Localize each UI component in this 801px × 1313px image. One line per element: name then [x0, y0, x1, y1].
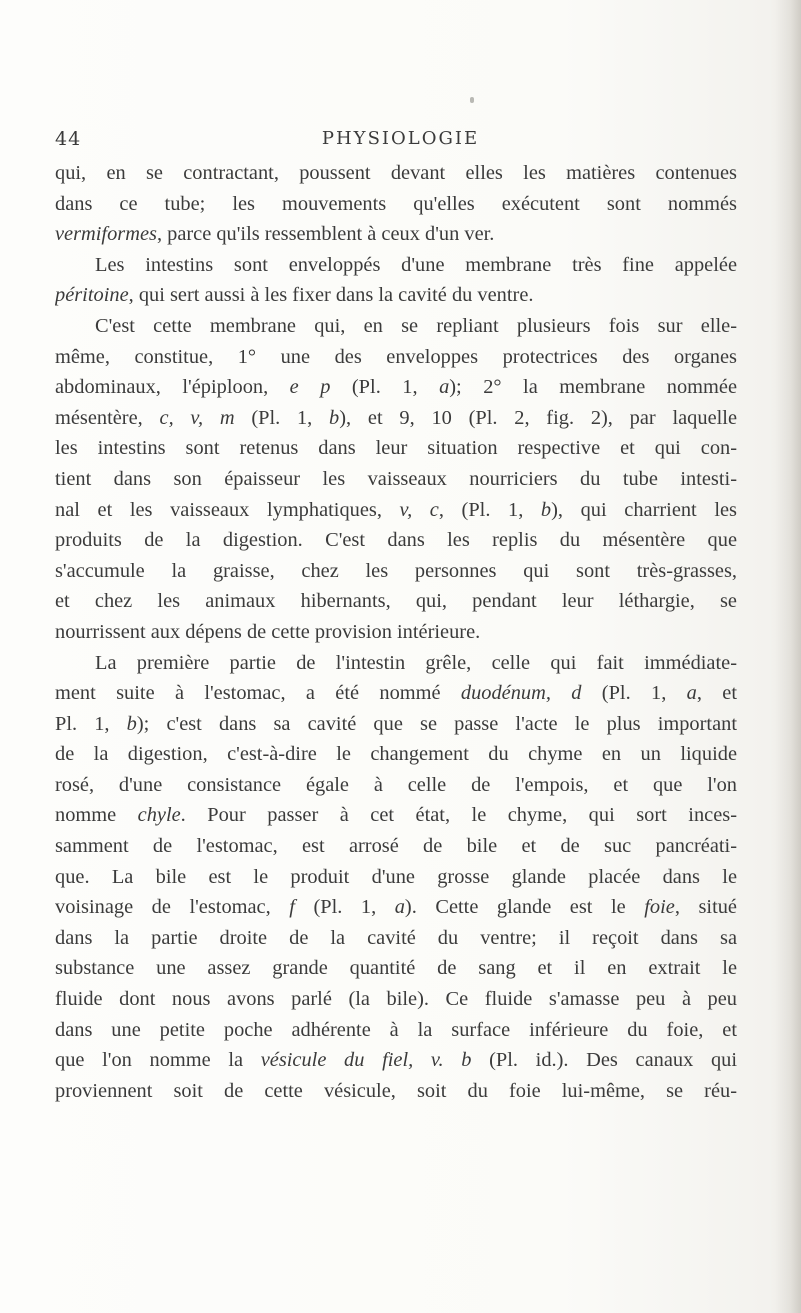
text-line: [55, 1076, 737, 1107]
text-run: ); c'est dans sa cavité que se passe l'acte le plus important: [136, 712, 737, 735]
text-line: [55, 495, 737, 526]
italic-text: f: [289, 896, 295, 919]
text-run: , et: [696, 682, 737, 705]
text-run: ), et 9, 10 (Pl. 2, fig. 2), par laquelle: [339, 406, 737, 429]
text-run: . Pour passer à cet état, le chyme, qui sort inces-: [180, 804, 737, 827]
text-run: même, constitue, 1° une des enveloppes protectrices des organes: [55, 345, 737, 368]
running-title: PHYSIOLOGIE: [321, 128, 480, 149]
text-line: [55, 250, 737, 281]
italic-text: e p: [289, 376, 331, 399]
text-run: Les intestins sont enveloppés d'une membrane très fine appelée: [95, 253, 737, 276]
italic-text: v, c: [399, 498, 439, 521]
page-number: 44: [55, 128, 82, 150]
text-run: qui, en se contractant, poussent devant elles les matières contenues: [55, 162, 737, 184]
italic-text: b: [540, 498, 552, 521]
text-run: de la digestion, c'est-à-dire le changement du chyme en un liquide: [55, 743, 737, 766]
text-run: produits de la digestion. C'est dans les replis du mésentère que: [55, 529, 737, 552]
text-run: les intestins sont retenus dans leur situation respective et qui con-: [55, 437, 737, 460]
body-text: [55, 158, 737, 1106]
text-run: rosé, d'une consistance égale à celle de l'empois, et que l'on: [55, 773, 737, 796]
text-line: [55, 892, 737, 923]
text-run: substance une assez grande quantité de sang et il en extrait le: [55, 957, 737, 980]
text-line: [55, 1015, 737, 1046]
text-line: [55, 556, 737, 587]
text-line: [55, 464, 737, 495]
text-line: [55, 984, 737, 1015]
text-line: [55, 1045, 737, 1076]
text-line: [55, 678, 737, 709]
text-run: abdominaux, l'épiploon,: [55, 376, 290, 399]
text-run: ), qui charrient les: [551, 498, 737, 521]
text-run: tient dans son épaisseur les vaisseaux nourriciers du tube intesti-: [55, 467, 737, 490]
text-run: nomme: [55, 804, 138, 827]
italic-text: duodénum, d: [460, 682, 582, 705]
text-run: , situé: [674, 896, 737, 919]
text-line: [55, 189, 737, 220]
text-line: [55, 525, 737, 556]
text-run: C'est cette membrane qui, en se repliant plusieurs fois sur elle-: [95, 314, 737, 337]
text-line: [55, 770, 737, 801]
italic-text: b: [126, 712, 137, 735]
italic-text: vermiformes: [55, 223, 157, 246]
text-line: [55, 219, 737, 250]
italic-text: a: [686, 682, 697, 705]
italic-text: b: [329, 406, 340, 429]
text-line: [55, 586, 737, 617]
text-run: , (Pl. 1,: [438, 498, 541, 521]
italic-text: péritoine: [55, 284, 129, 307]
text-run: dans ce tube; les mouvements qu'elles exécutent sont nommés: [55, 192, 737, 215]
text-line: [55, 831, 737, 862]
page-header: [0, 128, 801, 154]
text-run: samment de l'estomac, est arrosé de bile et de suc pancréati-: [55, 835, 737, 858]
text-run: proviennent soit de cette vésicule, soit du foie lui-même, se réu-: [55, 1079, 737, 1102]
text-run: Pl. 1,: [55, 712, 127, 735]
paper-speck: [470, 97, 474, 103]
text-line: [55, 800, 737, 831]
text-run: (Pl. 1,: [581, 682, 687, 705]
italic-text: a: [439, 376, 450, 399]
text-line: [55, 648, 737, 679]
text-run: dans une petite poche adhérente à la surface inférieure du foie, et: [55, 1018, 737, 1041]
text-run: (Pl. 1,: [234, 406, 330, 429]
italic-text: foie: [644, 896, 675, 919]
text-line: [55, 311, 737, 342]
text-run: fluide dont nous avons parlé (la bile). Ce fluide s'amasse peu à peu: [55, 988, 737, 1011]
text-line: [55, 923, 737, 954]
text-line: [55, 709, 737, 740]
text-run: et chez les animaux hibernants, qui, pendant leur léthargie, se: [55, 590, 737, 613]
text-run: , parce qu'ils ressemblent à ceux d'un ver.: [156, 223, 495, 246]
text-run: ). Cette glande est le: [404, 896, 645, 919]
text-run: que. La bile est le produit d'une grosse glande placée dans le: [55, 865, 737, 888]
text-run: dans la partie droite de la cavité du ventre; il reçoit dans sa: [55, 926, 737, 949]
text-run: La première partie de l'intestin grêle, celle qui fait immédiate-: [95, 651, 737, 674]
text-run: que l'on nomme la: [55, 1049, 261, 1072]
text-run: (Pl. 1,: [330, 376, 440, 399]
text-line: [55, 280, 737, 311]
text-line: [55, 372, 737, 403]
text-line: [55, 158, 737, 189]
text-line: [55, 862, 737, 893]
text-run: , qui sert aussi à les fixer dans la cavité du ventre.: [128, 284, 534, 307]
text-line: [55, 403, 737, 434]
text-run: nal et les vaisseaux lymphatiques,: [55, 498, 400, 521]
text-run: (Pl. id.). Des canaux qui: [471, 1049, 737, 1072]
text-run: mésentère,: [55, 406, 160, 429]
text-line: [55, 617, 737, 648]
text-line: [55, 342, 737, 373]
italic-text: a: [394, 896, 405, 919]
text-run: voisinage de l'estomac,: [55, 896, 290, 919]
text-run: ); 2° la membrane nommée: [449, 376, 737, 399]
text-run: nourrissent aux dépens de cette provision intérieure.: [55, 620, 481, 643]
text-run: ment suite à l'estomac, a été nommé: [55, 682, 461, 705]
text-line: [55, 953, 737, 984]
page-edge-shadow: [775, 0, 801, 1313]
text-line: [55, 433, 737, 464]
text-run: s'accumule la graisse, chez les personnes qui sont très-grasses,: [55, 559, 737, 582]
italic-text: chyle: [137, 804, 181, 827]
text-line: [55, 739, 737, 770]
italic-text: vésicule du fiel, v. b: [260, 1049, 472, 1072]
text-run: (Pl. 1,: [294, 896, 395, 919]
italic-text: c, v, m: [159, 406, 235, 429]
